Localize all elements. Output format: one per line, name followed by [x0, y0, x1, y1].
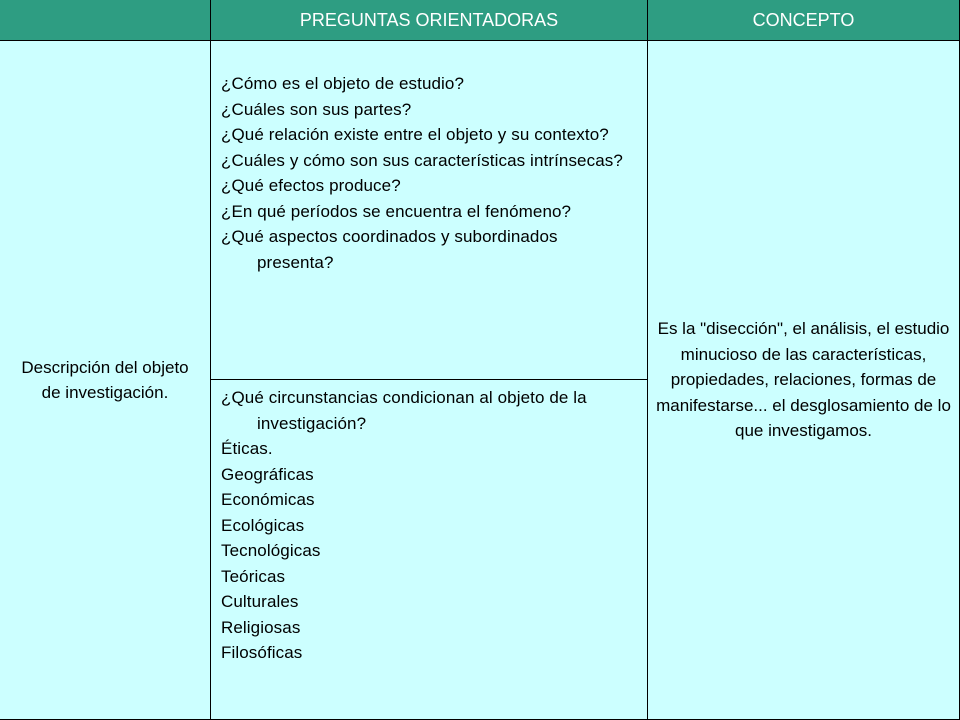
description-text: Descripción del objeto de investigación. [21, 358, 189, 402]
list-item: ¿Qué efectos produce? [221, 176, 401, 195]
list-item: ¿Cuáles y cómo son sus características intrínsecas? [221, 150, 623, 170]
header-cell-preguntas: PREGUNTAS ORIENTADORAS [211, 0, 648, 41]
list-item: ¿En qué períodos se encuentra el fenómeno? [221, 201, 572, 221]
list-item: ¿Qué relación existe entre el objeto y su contexto? [221, 125, 609, 144]
list-item: Éticas. [221, 439, 273, 458]
concept-text: Es la "disección", el análisis, el estudio minucioso de las características, propiedades, relaciones, formas de manifestarse... el desglosamiento de lo que investigamos. [656, 319, 951, 441]
list-item: Económicas [221, 490, 315, 509]
list-item: ¿Cómo es el objeto de estudio? [221, 74, 465, 93]
questions-top-list [221, 71, 637, 275]
questions-top-cell [211, 41, 648, 380]
questions-bottom-list [221, 385, 637, 666]
list-item: Culturales [221, 592, 299, 611]
list-item: Ecológicas [221, 515, 305, 535]
list-item: Geográficas [221, 464, 314, 484]
list-item: ¿Qué circunstancias condicionan al objeto de la investigación? [221, 388, 587, 433]
header-cell-concepto: CONCEPTO [648, 0, 960, 41]
header-cell-empty [0, 0, 211, 41]
list-item: Tecnológicas [221, 541, 321, 560]
questions-bottom-cell [211, 380, 648, 720]
description-cell [0, 41, 211, 720]
list-item: Teóricas [221, 566, 286, 586]
list-item: ¿Qué aspectos coordinados y subordinados presenta? [221, 227, 558, 272]
list-item: ¿Cuáles son sus partes? [221, 99, 412, 119]
concept-cell [648, 41, 960, 720]
list-item: Filosóficas [221, 643, 303, 662]
list-item: Religiosas [221, 617, 301, 637]
